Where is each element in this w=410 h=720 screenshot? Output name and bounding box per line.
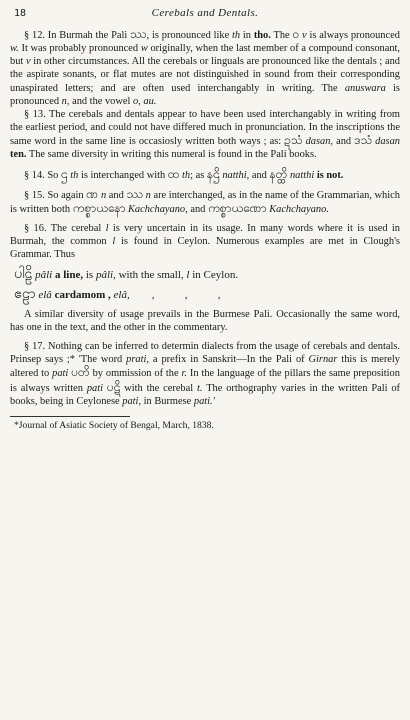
italic-term: th: [182, 169, 191, 181]
example-line-pali: [10, 265, 400, 282]
burmese-glyph: ဌ: [60, 166, 68, 181]
running-title: Cerebals and Dentals.: [151, 7, 259, 19]
text: and the vowel: [72, 95, 131, 107]
text: originally, when the last member of a compound consonant, but: [10, 43, 400, 68]
text: is very uncertain in its usage. In many words where it is used in Burmah, the common: [10, 223, 400, 248]
italic-term: Kachchayano,: [127, 203, 188, 215]
italic-term: pati: [86, 382, 103, 394]
italic-term: pati: [52, 368, 69, 380]
paragraph-13: [10, 108, 400, 162]
text: in other circumstances. All the cerebals or linguals are pronounced like the dentals ; and the aspirate sonants, or flat mutes are not distinguished in sound from their corresponding unaspirated letters; and are often used interchangably in writing. The: [10, 56, 400, 94]
text: ,: [184, 288, 188, 301]
burmese-glyph: နဌိ: [206, 166, 220, 181]
page-header: [10, 6, 400, 22]
text: with the small,: [118, 268, 184, 281]
burmese-glyph: ပါဠိ: [14, 265, 33, 282]
text: is found in Ceylon. Numerous examples are met in Clough's Grammar. Thus: [10, 236, 400, 261]
text: is: [85, 268, 94, 281]
italic-term: elâ: [38, 288, 52, 301]
text: ; as: [190, 169, 205, 181]
text: § 14. So: [24, 169, 59, 181]
text: is always pronounced: [309, 30, 400, 41]
text: § 13. The cerebals and dentals appear to have been used interchangably in writing from the earliest period, and could not have differed much in pronunciation. In the inscriptions the same word in the same line is occasiosly written both ways ; as:: [10, 108, 400, 148]
bold-term: is not.: [316, 169, 344, 181]
italic-term: th: [70, 169, 79, 181]
text: and: [336, 136, 352, 148]
italic-term: l: [112, 236, 116, 248]
italic-term: r.: [181, 368, 188, 380]
text: § 16. The cerebal: [24, 223, 102, 235]
italic-term: dasan: [375, 136, 400, 148]
text: with the cerebal: [124, 382, 194, 394]
text: a prefix in Sanskrit—In the Pali of: [152, 354, 305, 366]
paragraph-16: [10, 222, 400, 261]
italic-term: Kachchayano.: [269, 203, 329, 215]
example-line-ela: [10, 285, 400, 302]
footnote: *Journal of Asiatic Society of Bengal, March, 1838.: [14, 419, 214, 431]
burmese-glyph: ဿ: [130, 27, 147, 41]
bold-term: tho.: [253, 30, 271, 41]
italic-term: n: [100, 189, 107, 201]
bold-term: ten.: [10, 149, 27, 161]
text: is pronounced: [10, 82, 400, 107]
burmese-glyph: ဧဠာ: [14, 285, 36, 302]
burmese-glyph: ကစ္စာယဏော: [207, 200, 267, 215]
burmese-glyph: ဿ: [126, 186, 143, 201]
text: The orthography varies in the written Pali of books, being in Ceylonese: [10, 382, 401, 407]
burmese-glyph: ဍသံ: [284, 133, 303, 148]
text: ,: [217, 288, 221, 301]
italic-term: l: [186, 268, 190, 281]
text: The: [273, 30, 290, 41]
italic-term: n,: [61, 95, 70, 107]
burmese-glyph: ဝ: [292, 27, 300, 41]
bold-term: a line,: [55, 268, 84, 281]
text: is interchanged with: [80, 169, 166, 181]
burmese-glyph: ထ: [167, 166, 180, 181]
text: , is pronounced like: [146, 30, 230, 41]
burmese-glyph: နတ္ထိ: [269, 166, 288, 181]
bold-term: cardamom ,: [54, 288, 111, 301]
italic-term: th: [232, 30, 241, 41]
footnote-rule: [10, 416, 130, 417]
italic-term: pâli,: [95, 268, 116, 281]
text: in Ceylon.: [192, 268, 239, 281]
italic-term: v: [25, 56, 31, 68]
burmese-glyph: ပဋိ: [106, 379, 121, 394]
text: In the language of the pillars the same preposition is always written: [10, 368, 400, 394]
italic-term: Girnar: [308, 354, 338, 366]
text: by ommission of the: [92, 368, 179, 380]
text: The same diversity in writing this numeral is found in the Pali books.: [28, 149, 317, 161]
text: in Burmese: [143, 395, 192, 407]
text: § 12. In Burmah the Pali: [24, 30, 128, 41]
text: § 17. Nothing can be inferred to determin dialects from the usage of cerebals and dentals. Prinsep says ;* 'The word: [10, 341, 400, 366]
italic-term: pati,: [122, 395, 142, 407]
italic-term: pati.': [193, 395, 215, 407]
italic-term: au.: [143, 95, 157, 107]
text: It was probably pronounced: [21, 43, 139, 55]
paragraph-12: [10, 28, 400, 108]
italic-term: natthi: [289, 169, 315, 181]
italic-term: v: [302, 30, 307, 41]
page-number: 18: [14, 8, 27, 19]
italic-term: w: [140, 43, 148, 55]
text: ,: [151, 288, 155, 301]
text: this is merely altered to: [10, 354, 400, 380]
italic-term: n: [145, 189, 151, 201]
text: and: [251, 169, 267, 181]
italic-term: natthi,: [222, 169, 250, 181]
text: and: [108, 189, 124, 201]
italic-term: elâ,: [113, 288, 130, 301]
burmese-glyph: ဏ: [86, 186, 99, 201]
italic-term: l: [105, 223, 109, 235]
italic-term: t.: [197, 382, 203, 394]
text: in: [242, 30, 251, 41]
italic-term: anuswara: [344, 82, 386, 94]
burmese-glyph: ကစ္စာယနော: [72, 200, 126, 215]
paragraph-15: [10, 188, 400, 216]
text: and: [190, 203, 206, 215]
text: are interchanged, as in the name of the Grammarian, which is written both: [10, 189, 400, 215]
italic-term: dasan,: [305, 136, 334, 148]
paragraph-17: [10, 340, 400, 408]
burmese-glyph: ပတိ: [71, 365, 90, 380]
italic-term: pâli: [35, 268, 53, 281]
paragraph-16-cont: [10, 308, 400, 334]
text: A similar diversity of usage prevails in the Burmese Pali. Occasionally the same word, has one in the text, and the other in the commentary.: [10, 308, 400, 333]
page-body: [10, 28, 400, 432]
paragraph-14: [10, 168, 400, 182]
italic-term: prati,: [126, 354, 149, 366]
italic-term: o,: [132, 95, 141, 107]
text: § 15. So again: [24, 189, 84, 201]
italic-term: w.: [10, 43, 19, 55]
burmese-glyph: ဒသံ: [354, 133, 373, 148]
